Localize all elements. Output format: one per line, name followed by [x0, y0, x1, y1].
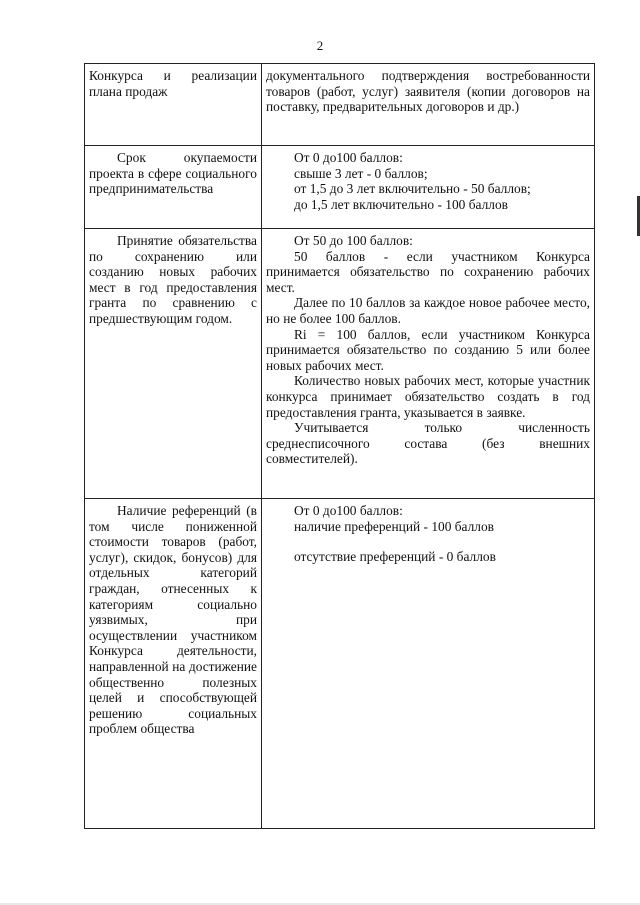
scoring-text: Учитывается только численность среднесписочного состава (без внешних совместителей). [266, 420, 590, 467]
criterion-cell [85, 64, 262, 146]
scoring-text: документального подтверждения востребованности товаров (работ, услуг) заявителя (копии договоров на поставку, предварительных договоров и др.) [266, 68, 590, 115]
criterion-text: Срок окупаемости проекта в сфере социального предпринимательства [89, 150, 257, 197]
criterion-text: Наличие референций (в том числе пониженной стоимости товаров (работ, услуг), скидок, бонусов) для отдельных категорий граждан, отнесенных к категориям социально уязвимых, при осуществлении участником Конкурса деятельности, направленной на достижение общественно полезных целей и способствующей решению социальных проблем общества [89, 503, 257, 737]
scoring-text: От 0 до100 баллов: [294, 503, 403, 518]
scoring-text: От 0 до100 баллов: [294, 150, 403, 165]
criterion-text: Принятие обязательства по сохранению или созданию новых рабочих мест в год предоставления гранта по сравнению с предшествующим годом. [89, 233, 257, 326]
criterion-cell [85, 146, 262, 229]
scoring-text: От 50 до 100 баллов: [294, 233, 413, 248]
scoring-text: Далее по 10 баллов за каждое новое рабочее место, но не более 100 баллов. [266, 295, 590, 326]
page-number: 2 [316, 38, 324, 53]
criteria-table [84, 63, 595, 829]
table-row [85, 499, 595, 829]
scoring-cell [262, 229, 595, 499]
scoring-text: до 1,5 лет включительно - 100 баллов [294, 196, 508, 212]
scoring-text: Количество новых рабочих мест, которые участник конкурса принимает обязательство создать в год предоставления гранта, указывается в заявке. [266, 373, 590, 420]
table-row [85, 146, 595, 229]
scoring-text [266, 534, 590, 549]
scoring-text: 50 баллов - если участником Конкурса принимается обязательство по сохранению рабочих мест. [266, 248, 590, 295]
scoring-cell [262, 146, 595, 229]
scoring-text: наличие преференций - 100 баллов [294, 518, 495, 534]
scoring-text: от 1,5 до 3 лет включительно - 50 баллов; [294, 181, 531, 197]
scoring-text: Ri = 100 баллов, если участником Конкурса принимается обязательство по созданию 5 или более новых рабочих мест. [266, 326, 590, 373]
criterion-text: Конкурса и реализации плана продаж [89, 68, 257, 99]
scoring-cell [262, 499, 595, 829]
criterion-cell [85, 229, 262, 499]
criterion-cell [85, 499, 262, 829]
table-row [85, 229, 595, 499]
scoring-text: отсутствие преференций - 0 баллов [294, 549, 496, 565]
table-row [85, 64, 595, 146]
scoring-cell [262, 64, 595, 146]
scoring-text: свыше 3 лет - 0 баллов; [294, 165, 428, 181]
